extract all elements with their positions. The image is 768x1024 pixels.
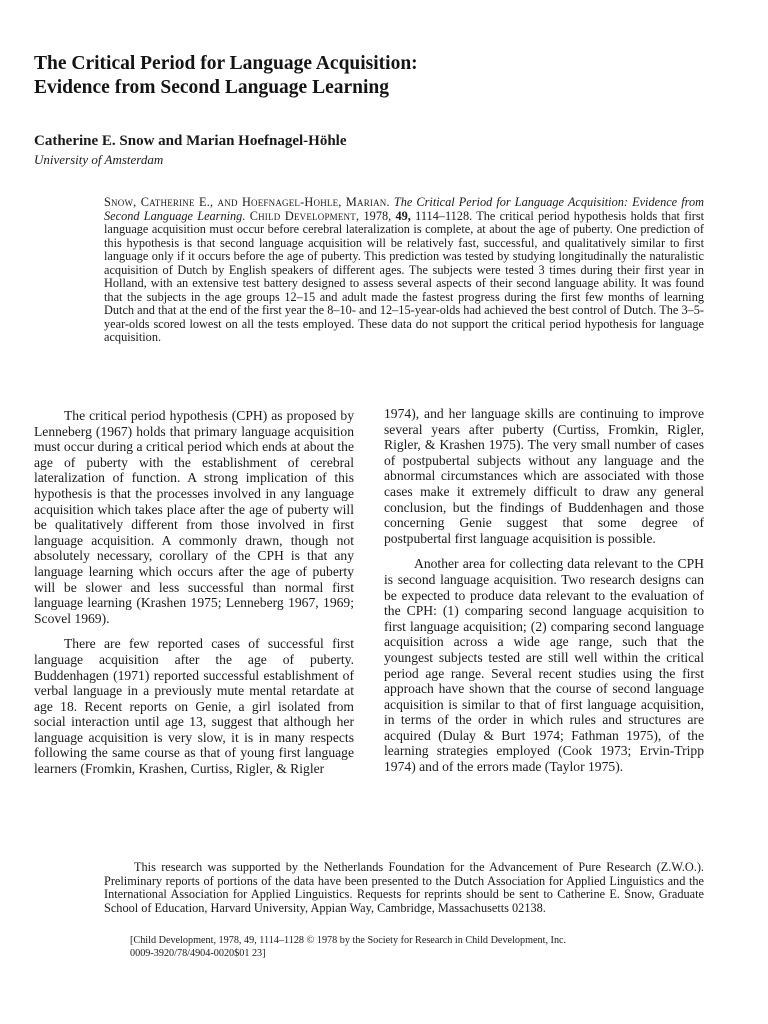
paper-title <box>34 52 714 100</box>
affiliation: University of Amsterdam <box>34 152 164 167</box>
abstract-volume: 49, <box>395 208 411 223</box>
footnote: This research was supported by the Netherlands Foundation for the Advancement of Pure Research (Z.W.O.). Preliminary reports of portions of the data have been presented to the Dutch Association for Applied Linguistics and the International Association for Applied Linguistics. Requests for reprints should be sent to Catherine E. Snow, Graduate School of Education, Harvard University, Appian Way, Cambridge, Massachusetts 02138. <box>104 860 704 915</box>
citation-line-1: [Child Development, 1978, 49, 1114–1128 © 1978 by the Society for Research in Child Development, Inc. <box>130 935 567 946</box>
abstract <box>104 196 704 345</box>
abstract-body: The critical period hypothesis holds that first language acquisition must occur before cerebral lateralization is complete, at about the age of puberty. One prediction of this hypothesis is that second language acquisition will be relatively fast, successful, and qualitatively similar to first language only if it occurs before the age of puberty. This prediction was tested by studying longitudinally the naturalistic acquisition of Dutch by English speakers of different ages. The subjects were tested 3 times during their first year in Holland, with an extensive test battery designed to assess several aspects of their second language ability. It was found that the subjects in the age groups 12–15 and adult made the fastest progress during the first few months of learning Dutch and that at the end of the first year the 8–10- and 12–15-year-olds had achieved the best control of Dutch. The 3–5-year-olds scored lowest on all the tests employed. These data do not support the critical period hypothesis for language acquisition. <box>104 208 705 344</box>
abstract-year: 1978, <box>363 208 392 223</box>
body-paragraph: Another area for collecting data relevant to the CPH is second language acquisition. Two research designs can be expected to produce data relevant to the evaluation of the CPH: (1) comparing second language acquisition to first language acquisition; (2) comparing second language acquisition across a wide age range, such that the youngest subjects tested are still well within the critical period age range. Several recent studies using the first approach have shown that the course of second language acquisition is similar to that of first language acquisition, in terms of the order in which rules and structures are acquired (Dulay & Burt 1974; Fathman 1975), of the learning strategies employed (Cook 1973; Ervin-Tripp 1974) and of the errors made (Taylor 1975). <box>384 556 704 775</box>
abstract-journal: Child Development, <box>249 208 360 223</box>
authors: Catherine E. Snow and Marian Hoefnagel-Höhle <box>34 133 347 149</box>
title-line-2: Evidence from Second Language Learning <box>34 77 389 98</box>
abstract-citation-title: The Critical Period for Language Acquisition: Evidence from Second Language Learning. <box>104 195 704 223</box>
abstract-pages: 1114–1128. <box>415 208 473 223</box>
body-paragraph: 1974), and her language skills are continuing to improve several years after puberty (Curtiss, Fromkin, Rigler, Rigler, & Krashen 1975). The very small number of cases of postpubertal subjects without any language and the abnormal circumstances which are associated with those cases make it extremely difficult to draw any general conclusion, but the findings of Buddenhagen and those concerning Genie suggest that some degree of postpubertal first language acquisition is possible. <box>384 406 704 546</box>
citation-line-2: 0009-3920/78/4904-0020$01 23] <box>130 947 266 959</box>
body-left-column <box>34 408 354 777</box>
body-paragraph: The critical period hypothesis (CPH) as proposed by Lenneberg (1967) holds that primary language acquisition must occur during a critical period which ends at about the age of puberty with the establishment of cerebral lateralization of function. A strong implication of this hypothesis is that the processes involved in any language acquisition which takes place after the age of puberty will be qualitatively different from those involved in first language acquisition. A commonly drawn, though not absolutely necessary, corollary of the CPH is that any language learning which occurs after the age of puberty will be slower and less successful than normal first language learning (Krashen 1975; Lenneberg 1967, 1969; Scovel 1969). <box>34 408 354 626</box>
body-paragraph: There are few reported cases of successful first language acquisition after the age of puberty. Buddenhagen (1971) reported successful establishment of verbal language in a previously mute mental retardate at age 18. Recent reports on Genie, a girl isolated from social interaction until age 13, suggest that although her language acquisition is very slow, it is in many respects following the same course as that of young first language learners (Fromkin, Krashen, Curtiss, Rigler, & Rigler <box>34 636 354 777</box>
body-right-column <box>384 406 704 775</box>
abstract-citation-authors: Snow, Catherine E., and Hoefnagel-Hohle, Marian. <box>104 195 390 209</box>
journal-citation <box>130 935 690 960</box>
title-line-1: The Critical Period for Language Acquisition: <box>34 53 418 74</box>
